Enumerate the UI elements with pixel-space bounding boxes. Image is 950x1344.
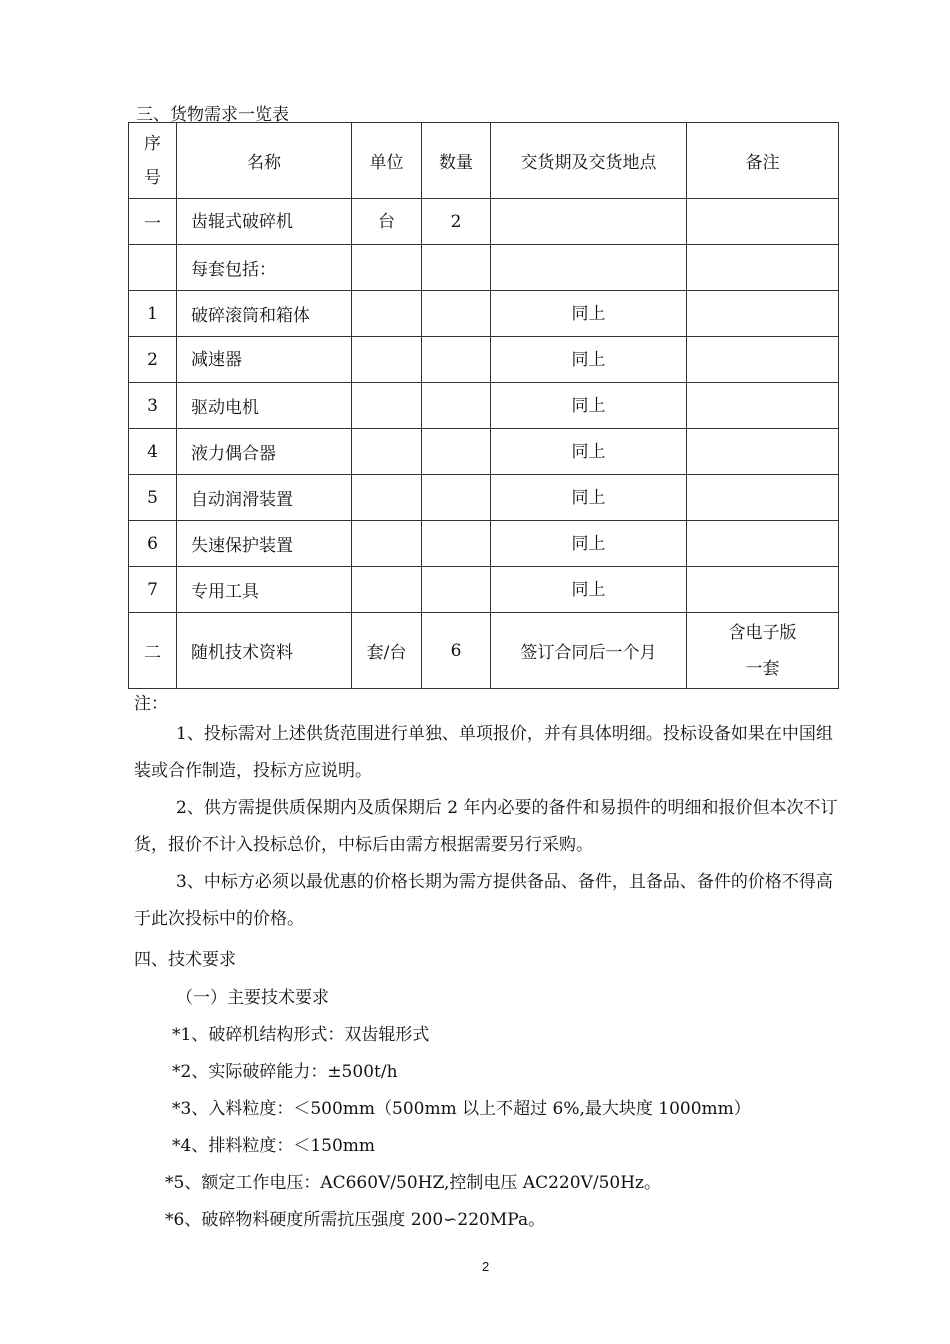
cell-unit — [352, 291, 422, 337]
cell-name: 失速保护装置 — [177, 521, 352, 567]
section-title-technical: 四、技术要求 — [134, 950, 236, 970]
cell-name: 破碎滚筒和箱体 — [177, 291, 352, 337]
table-row — [129, 567, 839, 613]
cell-seq: 3 — [129, 383, 177, 429]
header-delivery: 交货期及交货地点 — [491, 123, 687, 199]
cell-qty — [422, 337, 491, 383]
cell-qty — [422, 475, 491, 521]
cell-unit — [352, 245, 422, 291]
cell-delivery: 同上 — [491, 337, 687, 383]
cell-remark — [687, 337, 839, 383]
cell-unit: 套/台 — [352, 613, 422, 689]
cell-remark — [687, 567, 839, 613]
cell-delivery: 签订合同后一个月 — [491, 613, 687, 689]
requirement-item: *2、实际破碎能力：±500t/h — [172, 1062, 398, 1082]
cell-qty: 2 — [422, 199, 491, 245]
cell-seq: 5 — [129, 475, 177, 521]
cell-qty — [422, 567, 491, 613]
cell-seq: 4 — [129, 429, 177, 475]
cell-remark — [687, 521, 839, 567]
cell-name: 液力偶合器 — [177, 429, 352, 475]
table-row — [129, 383, 839, 429]
cell-delivery: 同上 — [491, 475, 687, 521]
table-row — [129, 475, 839, 521]
cell-remark — [687, 475, 839, 521]
cell-qty — [422, 521, 491, 567]
cell-delivery: 同上 — [491, 429, 687, 475]
cell-unit — [352, 521, 422, 567]
cell-qty — [422, 245, 491, 291]
cell-qty — [422, 291, 491, 337]
cell-remark — [687, 429, 839, 475]
table-row — [129, 245, 839, 291]
table-row — [129, 613, 839, 689]
requirement-item: *6、破碎物料硬度所需抗压强度 200∽220MPa。 — [165, 1210, 546, 1230]
section-title-goods: 三、货物需求一览表 — [136, 105, 289, 125]
requirement-item: *4、排料粒度：＜150mm — [172, 1136, 376, 1156]
cell-remark — [687, 245, 839, 291]
table-row — [129, 337, 839, 383]
cell-name: 减速器 — [177, 337, 352, 383]
table-row — [129, 429, 839, 475]
cell-qty — [422, 429, 491, 475]
requirement-item: *1、破碎机结构形式：双齿辊形式 — [172, 1025, 430, 1045]
cell-delivery: 同上 — [491, 521, 687, 567]
header-qty: 数量 — [422, 123, 491, 199]
cell-qty — [422, 383, 491, 429]
cell-name: 齿辊式破碎机 — [177, 199, 352, 245]
note-item-3: 3、中标方必须以最优惠的价格长期为需方提供备品、备件，且备品、备件的价格不得高于此次投标中的价格。 — [134, 872, 833, 929]
header-unit: 单位 — [352, 123, 422, 199]
requirement-item: *3、入料粒度：＜500mm（500mm 以上不超过 6%,最大块度 1000mm） — [172, 1099, 751, 1119]
cell-unit — [352, 475, 422, 521]
cell-unit: 台 — [352, 199, 422, 245]
header-seq: 序 号 — [129, 123, 177, 199]
cell-seq: 一 — [129, 199, 177, 245]
cell-remark: 含电子版 一套 — [687, 613, 839, 689]
cell-remark — [687, 383, 839, 429]
cell-remark — [687, 291, 839, 337]
cell-delivery: 同上 — [491, 291, 687, 337]
cell-name: 自动润滑装置 — [177, 475, 352, 521]
table-row — [129, 199, 839, 245]
cell-seq: 6 — [129, 521, 177, 567]
notes-label: 注： — [134, 694, 168, 714]
table-row — [129, 521, 839, 567]
cell-seq: 7 — [129, 567, 177, 613]
cell-delivery: 同上 — [491, 383, 687, 429]
cell-delivery — [491, 199, 687, 245]
cell-remark — [687, 199, 839, 245]
cell-name: 专用工具 — [177, 567, 352, 613]
cell-seq: 二 — [129, 613, 177, 689]
requirement-item: *5、额定工作电压：AC660V/50HZ,控制电压 AC220V/50Hz。 — [165, 1173, 661, 1193]
header-remark: 备注 — [687, 123, 839, 199]
cell-delivery — [491, 245, 687, 291]
cell-qty: 6 — [422, 613, 491, 689]
cell-unit — [352, 337, 422, 383]
note-item-2: 2、供方需提供质保期内及质保期后 2 年内必要的备件和易损件的明细和报价但本次不订货，报价不计入投标总价，中标后由需方根据需要另行采购。 — [134, 798, 838, 855]
page-number: 2 — [482, 1259, 490, 1274]
cell-name: 驱动电机 — [177, 383, 352, 429]
table-row — [129, 291, 839, 337]
cell-unit — [352, 429, 422, 475]
cell-seq — [129, 245, 177, 291]
note-item-1: 1、投标需对上述供货范围进行单独、单项报价，并有具体明细。投标设备如果在中国组装或合作制造，投标方应说明。 — [134, 724, 833, 781]
cell-seq: 1 — [129, 291, 177, 337]
cell-name: 每套包括： — [177, 245, 352, 291]
cell-unit — [352, 383, 422, 429]
goods-requirement-table — [128, 122, 839, 689]
header-name: 名称 — [177, 123, 352, 199]
subsection-title-main: （一）主要技术要求 — [176, 988, 329, 1008]
cell-name: 随机技术资料 — [177, 613, 352, 689]
cell-delivery: 同上 — [491, 567, 687, 613]
cell-unit — [352, 567, 422, 613]
cell-seq: 2 — [129, 337, 177, 383]
table-header-row — [129, 123, 839, 199]
